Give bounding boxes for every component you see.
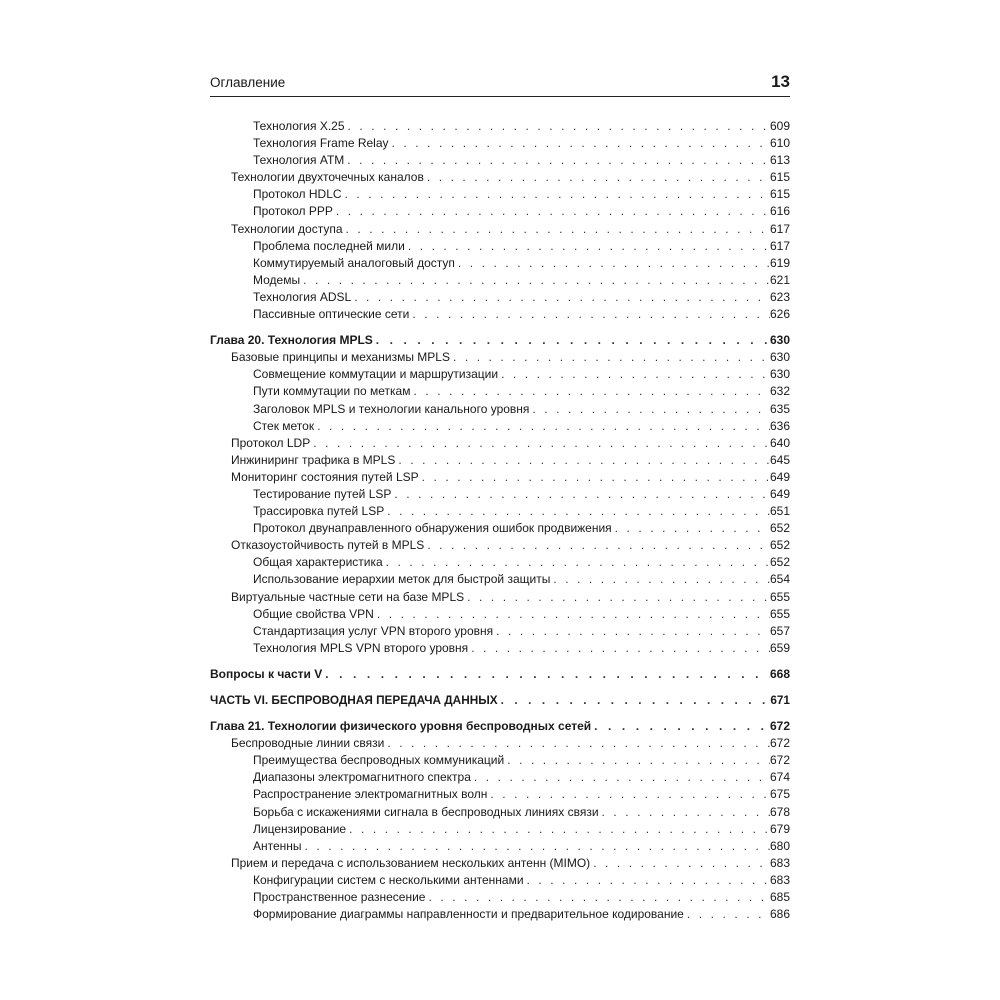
toc-entry-title: Антенны (253, 838, 302, 853)
toc-entry-page: 635 (769, 401, 790, 416)
toc-entry-page: 609 (769, 119, 790, 133)
page-number: 13 (771, 72, 790, 91)
toc-subsection-entry[interactable] (210, 520, 790, 537)
toc-section-entry[interactable] (210, 469, 790, 486)
toc-entry-page: 672 (769, 736, 790, 751)
toc-entry-page: 615 (769, 187, 790, 202)
toc-subsection-entry[interactable] (210, 118, 790, 135)
toc-dot-leader (493, 623, 770, 640)
toc-section-entry[interactable] (210, 735, 790, 752)
toc-entry-page: 632 (769, 384, 790, 399)
toc-entry-title: Мониторинг состояния путей LSP (231, 469, 419, 484)
toc-entry-title: Проблема последней мили (253, 238, 405, 253)
toc-dot-leader (346, 821, 770, 838)
toc-dot-leader (395, 452, 770, 469)
toc-entry-title: Глава 20. Технология MPLS (210, 333, 373, 348)
toc-entry-title: Инжиниринг трафика в MPLS (231, 452, 396, 467)
toc-entry-page: 617 (769, 238, 790, 253)
toc-section-entry[interactable] (210, 169, 790, 186)
toc-dot-leader (383, 554, 770, 571)
toc-subsection-entry[interactable] (210, 383, 790, 400)
toc-entry-title: Конфигурации систем с несколькими антеннами (253, 872, 524, 887)
toc-subsection-entry[interactable] (210, 623, 790, 640)
toc-subsection-entry[interactable] (210, 306, 790, 323)
toc-entry-page: 652 (769, 538, 790, 553)
toc-dot-leader (419, 469, 770, 486)
toc-section-entry[interactable] (210, 221, 790, 238)
toc-subsection-entry[interactable] (210, 186, 790, 203)
toc-chapter-entry[interactable] (210, 332, 790, 349)
toc-chapter-entry[interactable] (210, 666, 790, 683)
toc-entry-title: Общая характеристика (253, 555, 383, 570)
toc-subsection-entry[interactable] (210, 554, 790, 571)
toc-entry-title: Протокол HDLC (253, 187, 342, 202)
toc-entry-title: Диапазоны электромагнитного спектра (253, 770, 471, 785)
toc-dot-leader (300, 272, 770, 289)
toc-entry-title: Технологии доступа (231, 221, 343, 236)
toc-entry-page: 654 (769, 572, 790, 587)
toc-entry-page: 652 (769, 521, 790, 536)
toc-entry-page: 671 (770, 693, 790, 707)
toc-entry-page: 655 (769, 589, 790, 604)
toc-section-gap (210, 709, 790, 718)
toc-entry-page: 678 (769, 804, 790, 819)
toc-subsection-entry[interactable] (210, 752, 790, 769)
toc-entry-title: ЧАСТЬ VI. БЕСПРОВОДНАЯ ПЕРЕДАЧА ДАННЫХ (210, 693, 498, 707)
toc-entry-page: 626 (769, 307, 790, 322)
toc-dot-leader (343, 221, 770, 238)
toc-subsection-entry[interactable] (210, 606, 790, 623)
toc-dot-leader (471, 769, 770, 786)
toc-subsection-entry[interactable] (210, 640, 790, 657)
toc-entry-title: Трассировка путей LSP (253, 504, 385, 519)
toc-entry-title: Виртуальные частные сети на базе MPLS (231, 589, 465, 604)
toc-subsection-entry[interactable] (210, 821, 790, 838)
toc-entry-title: Технология MPLS VPN второго уровня (253, 640, 469, 655)
toc-section-entry[interactable] (210, 349, 790, 366)
toc-entry-page: 655 (769, 606, 790, 621)
toc-dot-leader (524, 872, 770, 889)
toc-dot-leader (389, 135, 770, 152)
toc-section-entry[interactable] (210, 452, 790, 469)
toc-entry-title: Стек меток (253, 418, 315, 433)
toc-entry-title: Протокол двунаправленного обнаружения ошибок продвижения (253, 521, 612, 536)
toc-subsection-entry[interactable] (210, 203, 790, 220)
running-header-title: Оглавление (210, 75, 286, 90)
toc-entry-title: Технологии двухточечных каналов (231, 170, 424, 185)
toc-chapter-entry[interactable] (210, 692, 790, 709)
toc-entry-page: 640 (769, 435, 790, 450)
toc-entry-page: 617 (769, 221, 790, 236)
toc-dot-leader (498, 366, 770, 383)
toc-dot-leader (384, 735, 770, 752)
toc-dot-leader (409, 306, 770, 323)
toc-entry-page: 683 (769, 855, 790, 870)
toc-subsection-entry[interactable] (210, 401, 790, 418)
toc-subsection-entry[interactable] (210, 838, 790, 855)
toc-dot-leader (405, 238, 770, 255)
toc-entry-page: 610 (769, 136, 790, 151)
toc-chapter-entry[interactable] (210, 718, 790, 735)
toc-entry-page: 672 (769, 719, 790, 734)
toc-subsection-entry[interactable] (210, 289, 790, 306)
toc-dot-leader (450, 349, 770, 366)
toc-subsection-entry[interactable] (210, 272, 790, 289)
toc-entry-title: Глава 21. Технологии физического уровня беспроводных сетей (210, 719, 592, 734)
toc-entry-title: Базовые принципы и механизмы MPLS (231, 350, 450, 365)
toc-dot-leader (322, 666, 770, 683)
toc-subsection-entry[interactable] (210, 503, 790, 520)
toc-entry-page: 675 (769, 787, 790, 802)
toc-entry-title: Распространение электромагнитных волн (253, 787, 488, 802)
toc-entry-page: 649 (769, 469, 790, 484)
toc-dot-leader (410, 383, 770, 400)
toc-entry-title: Технология Frame Relay (253, 136, 389, 151)
toc-subsection-entry[interactable] (210, 238, 790, 255)
toc-entry-title: Совмещение коммутации и маршрутизации (253, 367, 499, 382)
toc-subsection-entry[interactable] (210, 135, 790, 152)
toc-entry-title: Стандартизация услуг VPN второго уровня (253, 623, 494, 638)
toc-entry-title: Модемы (253, 272, 301, 287)
toc-entry-page: 619 (769, 255, 790, 270)
toc-entry-title: Тестирование путей LSP (253, 486, 392, 501)
toc-entry-page: 630 (769, 367, 790, 382)
toc-dot-leader (344, 152, 770, 169)
toc-dot-leader (684, 906, 770, 923)
toc-subsection-entry[interactable] (210, 889, 790, 906)
toc-subsection-entry[interactable] (210, 786, 790, 803)
toc-dot-leader (464, 589, 770, 606)
toc-section-gap (210, 683, 790, 692)
toc-entry-page: 621 (769, 272, 790, 287)
toc-entry-page: 680 (769, 838, 790, 853)
toc-entry-title: Протокол PPP (253, 204, 333, 219)
toc-dot-leader (468, 640, 770, 657)
toc-section-entry[interactable] (210, 855, 790, 872)
toc-entry-page: 651 (769, 504, 790, 519)
toc-dot-leader (425, 889, 769, 906)
toc-dot-leader (498, 692, 771, 709)
toc-subsection-entry[interactable] (210, 486, 790, 503)
running-header (210, 72, 790, 94)
toc-entry-title: Коммутируемый аналоговый доступ (253, 255, 455, 270)
toc-dot-leader (345, 118, 770, 135)
toc-dot-leader (591, 718, 770, 735)
toc-dot-leader (455, 255, 770, 272)
toc-entry-title: Борьба с искажениями сигнала в беспроводных линиях связи (253, 804, 599, 819)
toc-dot-leader (302, 838, 770, 855)
toc-subsection-entry[interactable] (210, 366, 790, 383)
toc-dot-leader (612, 520, 770, 537)
toc-dot-leader (529, 401, 770, 418)
toc-subsection-entry[interactable] (210, 152, 790, 169)
toc-entry-page: 649 (769, 486, 790, 501)
toc-entry-page: 683 (769, 872, 790, 887)
toc-entry-title: Заголовок MPLS и технологии канального уровня (253, 401, 530, 416)
toc-section-gap (210, 657, 790, 666)
toc-subsection-entry[interactable] (210, 906, 790, 923)
table-of-contents (210, 118, 790, 923)
toc-entry-title: Формирование диаграммы направленности и предварительное кодирование (253, 907, 684, 922)
toc-dot-leader (310, 435, 770, 452)
toc-section-entry[interactable] (210, 589, 790, 606)
toc-subsection-entry[interactable] (210, 418, 790, 435)
toc-subsection-entry[interactable] (210, 255, 790, 272)
toc-entry-page: 616 (769, 204, 790, 219)
toc-dot-leader (342, 186, 770, 203)
toc-entry-page: 623 (769, 289, 790, 304)
toc-entry-title: Технология ATM (253, 153, 345, 168)
toc-dot-leader (351, 289, 770, 306)
toc-dot-leader (424, 169, 770, 186)
toc-entry-page: 630 (769, 333, 790, 348)
toc-entry-title: Отказоустойчивость путей в MPLS (231, 538, 425, 553)
toc-dot-leader (373, 332, 770, 349)
toc-entry-page: 645 (769, 452, 790, 467)
toc-entry-page: 685 (769, 890, 790, 905)
toc-dot-leader (550, 571, 770, 588)
toc-entry-title: Лицензирование (253, 821, 347, 836)
toc-entry-page: 672 (769, 753, 790, 768)
toc-entry-page: 686 (769, 907, 790, 922)
toc-entry-title: Технология ADSL (253, 289, 352, 304)
toc-entry-title: Общие свойства VPN (253, 606, 374, 621)
toc-subsection-entry[interactable] (210, 571, 790, 588)
toc-dot-leader (487, 786, 770, 803)
toc-dot-leader (599, 804, 770, 821)
toc-dot-leader (424, 537, 770, 554)
toc-dot-leader (590, 855, 770, 872)
toc-entry-title: Протокол LDP (231, 435, 311, 450)
toc-entry-title: Пути коммутации по меткам (253, 384, 411, 399)
toc-entry-title: Беспроводные линии связи (231, 736, 385, 751)
toc-entry-page: 636 (769, 418, 790, 433)
toc-subsection-entry[interactable] (210, 872, 790, 889)
header-rule (210, 96, 790, 97)
toc-dot-leader (333, 203, 770, 220)
toc-entry-page: 659 (769, 640, 790, 655)
toc-entry-title: Преимущества беспроводных коммуникаций (253, 753, 505, 768)
toc-entry-title: Использование иерархии меток для быстрой защиты (253, 572, 551, 587)
toc-entry-page: 679 (769, 821, 790, 836)
toc-entry-page: 657 (769, 623, 790, 638)
toc-entry-page: 615 (769, 170, 790, 185)
toc-entry-page: 630 (769, 350, 790, 365)
toc-entry-title: Прием и передача с использованием нескольких антенн (MIMO) (231, 855, 591, 870)
toc-dot-leader (314, 418, 770, 435)
toc-subsection-entry[interactable] (210, 804, 790, 821)
toc-dot-leader (374, 606, 770, 623)
toc-entry-page: 674 (769, 770, 790, 785)
toc-entry-title: Вопросы к части V (210, 666, 323, 681)
toc-entry-title: Пространственное разнесение (253, 890, 426, 905)
toc-dot-leader (384, 503, 770, 520)
toc-entry-page: 668 (769, 666, 790, 681)
toc-section-gap (210, 323, 790, 332)
toc-dot-leader (504, 752, 770, 769)
toc-entry-page: 613 (769, 153, 790, 168)
toc-section-entry[interactable] (210, 435, 790, 452)
toc-entry-title: Пассивные оптические сети (253, 307, 410, 322)
toc-subsection-entry[interactable] (210, 769, 790, 786)
toc-entry-page: 652 (769, 555, 790, 570)
toc-entry-title: Технология X.25 (253, 119, 345, 133)
toc-dot-leader (391, 486, 770, 503)
toc-section-entry[interactable] (210, 537, 790, 554)
